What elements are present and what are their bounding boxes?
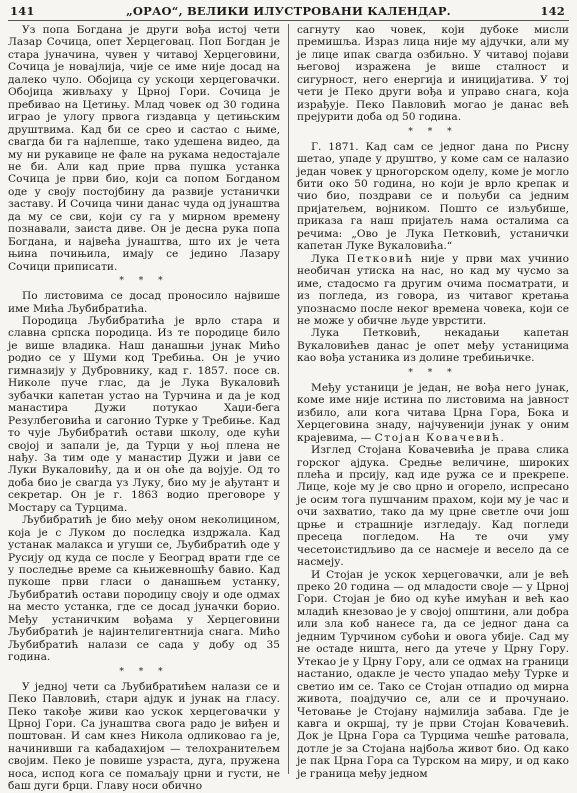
spaced-name: Петковић	[346, 252, 414, 265]
text-run: Међу устаници је један, не вођа него јунак, коме име није истина по листовима на јавност избило, али кога читава Црна Гора, Бока и Херцеговина знаду, најчувенији јунак у оним крајевима, —	[297, 381, 569, 444]
header-rule	[8, 20, 569, 21]
paragraph: Породица Љубибратића је врло стара и славна српска породица. Из те породице било је више владика. Наш данашњи јунак Мићо родио се у Шуми код Требиња. Он је учио гимназију у Дубровнику, кад г. 1857. посе св. Николе пуче глас, да је Лука Вукаловић зубачки капетан устао на Турчина и да је код манастира Дужи потукао Хаџи-бега Резулбеговића и сагонио Турке у Требиње. Кад то чује Љубибратић остави школу, оде кући својој и запали је, да Турци у њој плена не нађу. За тим оде у манастир Дужи и јави се Луки Вукаловићу, да и он оће да војује. Од то доба био је свагда уз Луку, био му је ађутант и секретар. Он је г. 1863 водио преговоре у Мостару са Турцима.	[8, 314, 280, 514]
page-header	[8, 4, 569, 21]
section-divider: * * *	[119, 666, 169, 677]
text-run: није у први мах учинио необичан утиска на нас, но кад му чусмо за име, стадосмо га другим очима посматрати, и из погледа, из говора, из читавог кретања упознасмо после неког времена човека, који се не може у обичне људе уврстити.	[297, 252, 569, 327]
paragraph: сагнуту као човек, који дубоке мисли премишља. Израз лица није му ајдучки, али му је лице ипак свагда озбиљно. У читавој појави његовој изражена је више сталност и сигурност, него енергија и иницијатива. У тој чети је Пеко други вођа и управо снага, која израђује. Пеко Павловић могао је данас већ прејурити доба од 50 година.	[297, 24, 569, 124]
text-columns	[8, 24, 569, 793]
column-divider	[288, 24, 289, 774]
text-run: Лука	[311, 252, 347, 265]
running-title: „ОРАО“, ВЕЛИКИ ИЛУСТРОВАНИ КАЛЕНДАР.	[126, 4, 451, 18]
paragraph: Уз попа Богдана је други вођа истој чети Лазар Сочица, опет Херцеговац. Поп Богдан је стара јуначина, чувен у читавој Херцеговини, Сочица је новајлија, чије се име није досад на далеко чуло. Обојица су ускоци херцеговачки. Обојица живљаху у Црној Гори. Сочица је пребивао на Цетињу. Млад човек од 30 година играо је улогу првога гиздавца у цетињским друштвима. Кад би се срео и састао с њиме, свагда би га најлепше, тако удешена видео, да му ни рукавице не фале на рукама недостајале не би. Али кад прие прва пушка устанка Сочица је први био, који са попом Богданом оде у своју постојбину да развије устанички заставу. И Сочица чини данас чуда од јунаштва да му се сви, који су га у мирном времену познавали, заиста диве. Он је десна рука попа Богдана, и највећа јунаштва, што их је чета њина почињила, имају се једино Лазару Сочици приписати.	[8, 24, 280, 273]
section-divider: * * *	[119, 276, 169, 287]
text-run: .	[500, 431, 504, 444]
section-divider: * * *	[408, 126, 458, 137]
left-column	[8, 24, 280, 793]
paragraph: По листовима се досад проносило највише име Мића Љубибратића.	[8, 290, 280, 315]
page-number-left: 141	[10, 4, 35, 18]
spaced-name: Стојан Ковачевић	[374, 431, 501, 444]
paragraph: Лука Петковић, некадањи капетан Вукаловићев данас је опет међу устаницима као вођа устаника из долине требињичке.	[297, 327, 569, 365]
paragraph: Изглед Стојана Ковачевића је права слика горског ајдука. Средње величине, широких плећа и прсију, кад иде ружа се и прекрепе. Лице, које му је сво црно и огорело, испресано је осим тога пушчаним прахом, који му је час и очи захватио, тако да му црне светле очи још црње и страшније изгледају. Кад погледи пресеца погледом. На те очи уму чесетоистидљиво да се насмеје и весело да се насмеју.	[297, 444, 569, 569]
section-divider: * * *	[408, 367, 458, 378]
right-column	[297, 24, 569, 780]
paragraph: У једној чети са Љубибратићем налази се и Пеко Павловић, стари ајдук и јунак на гласу. Пеко такође живи као ускок херцеговачки у Црној Гори. Са јунаштва свога радо је виђен и поштован. И сам кнез Никола одликовао га је, начинивши га кабадахијом — телохранитељем својим. Пеко је повише узраста, дуга, пружена носа, испод кога се помаљају црни и густи, не баш дуги брци. Главу носи обично	[8, 680, 280, 793]
page-number-right: 142	[540, 4, 565, 18]
paragraph	[297, 382, 569, 444]
paragraph	[297, 253, 569, 328]
paragraph: Г. 1871. Кад сам се једног дана по Рисну шетао, упаде у друштво, у коме сам се налазио један човек у црногорском оделу, коме је могло бити око 50 година, но који је врло крепак и чио био, поздрави се и пољуби са једним пријатељем, војником. Пошто се изљубише, приказа га наш пријатељ нама осталима са речима: „Ово је Лука Петковић, устанички капетан Луке Вукаловића.“	[297, 140, 569, 253]
paragraph: И Стојан је ускок херцеговачки, али је већ преко 20 година — од младости своје — у Црној Гори. Стојан је био од куће имућан и већ као младић кнезовао је у својој општини, али добра или зла коб нанесе га, да се једног дана са једним Турчином субоћи и овога убије. Сад му не остаде ништа, него да утече у Црну Гору. Утекао је у Црну Гору, али се одмах на граници настанио, одакле је често упадао међу Турке и светио им се. Тако се Стојан отпадио од мирна живота, поајдучио се, али се и прочунаио. Четовање је Стојану најмилија забава. Где је кавга и окршај, ту је први Стојан Ковачевић. Док је Црна Гора са Турцима чешће ратовала, дотле је за Стојана најбоља живот био. Од како је пак Црна Гора са Турском на миру, и од како је граница међу једном	[297, 568, 569, 780]
paragraph: Љубибратић је био међу оном неколицином, која је с Луком до последка издржала. Кад устанак малакса и угуши се, Љубибратић оде у Русију од куда се после у Београд врати где се у последње време са књижевношћу бавио. Кад пукоше први гласи о данашњем устанку, Љубибратић остави породицу своју и оде одмах на место устанка, где се досад јуначки борио. Међу устаничким вођама у Херцеговини Љубибратић је најинтелигентнија снага. Мићо Љубибратић налази се сада у добу од 35 година.	[8, 514, 280, 664]
